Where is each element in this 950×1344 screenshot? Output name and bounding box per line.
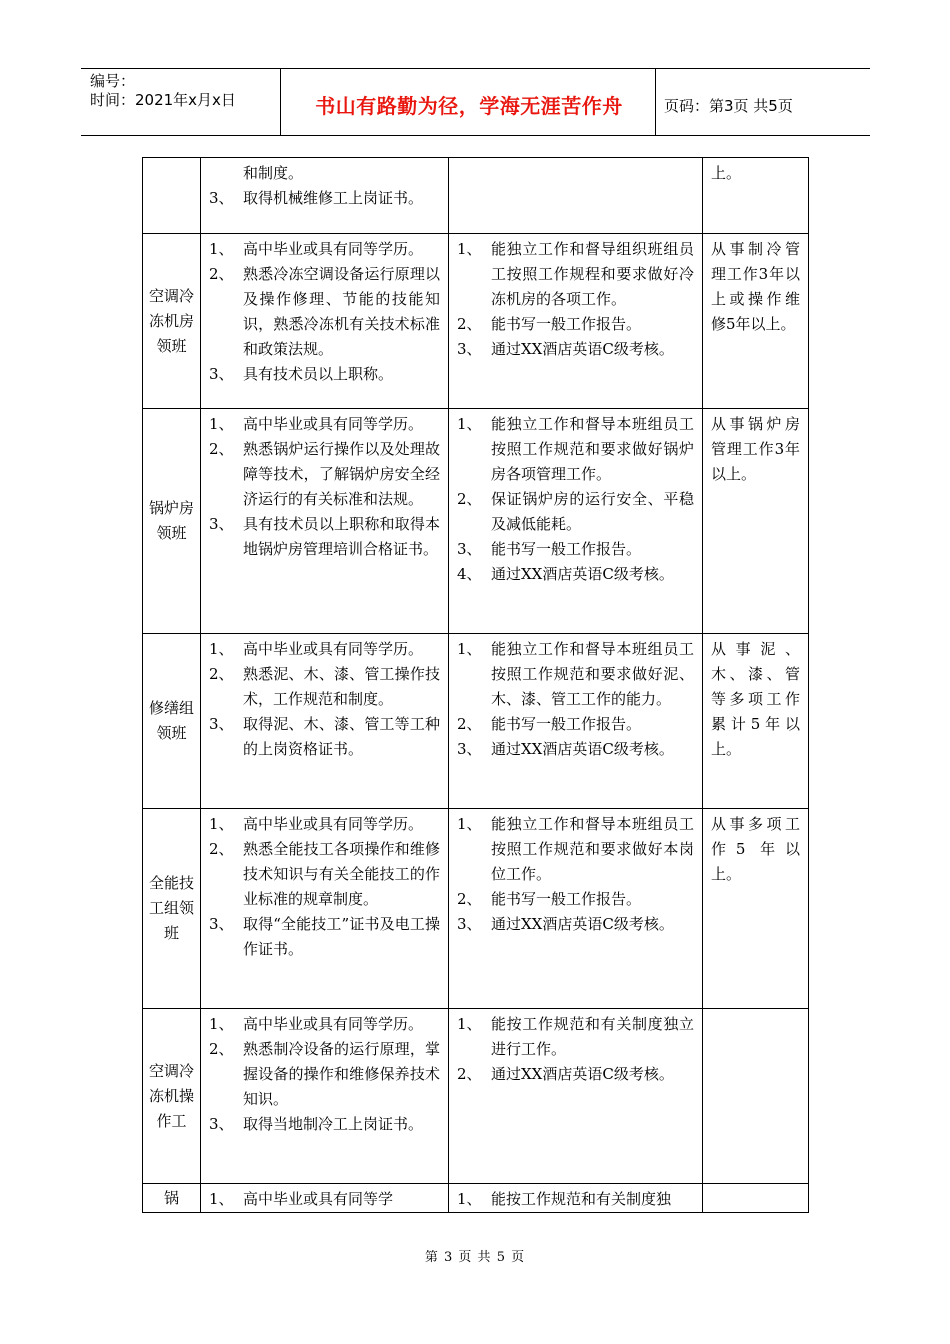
table-row: [143, 1184, 809, 1213]
list-item: [457, 412, 694, 487]
list-item: [209, 1187, 440, 1212]
list-item-text: 熟悉泥、木、漆、管工操作技术，工作规范和制度。: [243, 665, 440, 708]
list-item-number: 4、: [457, 565, 482, 583]
list-item: [209, 237, 440, 262]
header-page-number: 页码：第3页 共5页: [664, 97, 793, 115]
abilities-cell: [449, 234, 703, 409]
list-item-text: 高中毕业或具有同等学历。: [243, 240, 424, 258]
list-item-text: 熟悉冷冻空调设备运行原理以及操作修理、节能的技能知识，熟悉冷冻机有关技术标准和政策法规。: [243, 265, 440, 358]
list-item: [209, 812, 440, 837]
list-item-text: 高中毕业或具有同等学历。: [243, 640, 424, 658]
list-item: [457, 237, 694, 312]
abilities-cell: [449, 634, 703, 809]
list-item-number: 3、: [457, 340, 482, 358]
position-cell: 锅炉房领班: [143, 409, 201, 634]
list-item: [457, 712, 694, 737]
list-item-number: 1、: [457, 815, 482, 833]
list-item-number: 3、: [209, 189, 234, 207]
list-item-text: 取得机械维修工上岗证书。: [243, 189, 424, 207]
list-item-text: 具有技术员以上职称。: [243, 365, 394, 383]
list-item: [209, 437, 440, 512]
list-item-number: 3、: [209, 515, 234, 533]
list-item: [209, 837, 440, 912]
list-item-number: 1、: [209, 240, 234, 258]
list-item-text: 能书写一般工作报告。: [491, 890, 642, 908]
list-item: [457, 1062, 694, 1087]
list-item-text: 高中毕业或具有同等学: [243, 1190, 394, 1208]
list-item-text: 通过XX酒店英语C级考核。: [491, 1065, 674, 1083]
list-item-text: 通过XX酒店英语C级考核。: [491, 565, 674, 583]
list-item-text: 能按工作规范和有关制度独: [491, 1190, 672, 1208]
list-item: [457, 1187, 694, 1212]
list-item-text: 高中毕业或具有同等学历。: [243, 815, 424, 833]
experience-cell: 从事锅炉房管理工作3年以上。: [703, 409, 809, 634]
qualifications-cell: [201, 158, 449, 234]
header-motto: 书山有路勤为径，学海无涯苦作舟: [315, 94, 623, 118]
list-item: [209, 412, 440, 437]
list-item-text: 能独立工作和督导组织班组员工按照工作规程和要求做好冷冻机房的各项工作。: [491, 240, 694, 308]
list-item: [209, 1012, 440, 1037]
list-item: [209, 1037, 440, 1112]
list-item: [457, 912, 694, 937]
list-item-number: 1、: [209, 415, 234, 433]
list-item: [209, 637, 440, 662]
qualifications-cell: [201, 1009, 449, 1184]
table-row: [143, 409, 809, 634]
list-item-text: 能独立工作和督导本班组员工按照工作规范和要求做好本岗位工作。: [491, 815, 694, 883]
list-item-number: 3、: [209, 365, 234, 383]
list-item-text: 熟悉全能技工各项操作和维修技术知识与有关全能技工的作业标准的规章制度。: [243, 840, 440, 908]
qualifications-cell: [201, 234, 449, 409]
list-item: [209, 161, 440, 186]
list-item-number: 3、: [457, 740, 482, 758]
list-item-number: 2、: [457, 315, 482, 333]
list-item-number: 2、: [209, 265, 234, 283]
header-bottom-rule: [81, 135, 870, 136]
list-item: [209, 912, 440, 962]
header-divider-right: [655, 68, 656, 135]
list-item-text: 能书写一般工作报告。: [491, 715, 642, 733]
list-item-text: 熟悉制冷设备的运行原理，掌握设备的操作和维修保养技术知识。: [243, 1040, 440, 1108]
list-item: [457, 562, 694, 587]
list-item-text: 熟悉锅炉运行操作以及处理故障等技术，了解锅炉房安全经济运行的有关标准和法规。: [243, 440, 440, 508]
experience-cell: 上。: [703, 158, 809, 234]
list-item-number: 1、: [209, 1190, 234, 1208]
list-item-number: 3、: [209, 1115, 234, 1133]
list-item: [209, 712, 440, 762]
table-row: [143, 809, 809, 1009]
position-cell: 空调冷冻机操作工: [143, 1009, 201, 1184]
document-number-label: 编号：: [90, 72, 136, 90]
qualifications-cell: [201, 634, 449, 809]
list-item-number: 2、: [457, 1065, 482, 1083]
position-cell: 空调冷冻机房领班: [143, 234, 201, 409]
list-item-number: 2、: [457, 890, 482, 908]
list-item-text: 高中毕业或具有同等学历。: [243, 1015, 424, 1033]
qualifications-cell: [201, 809, 449, 1009]
list-item-text: 保证锅炉房的运行安全、平稳及减低能耗。: [491, 490, 694, 533]
position-cell: [143, 158, 201, 234]
list-item-number: 1、: [457, 415, 482, 433]
list-item-number: 3、: [457, 540, 482, 558]
experience-cell: [703, 1184, 809, 1213]
experience-cell: 从事泥、木、漆、管等多项工作累计5年以上。: [703, 634, 809, 809]
list-item: [209, 186, 440, 211]
list-item-number: 1、: [457, 1190, 482, 1208]
list-item-number: 3、: [457, 915, 482, 933]
qualifications-cell: [201, 409, 449, 634]
list-item-number: 2、: [457, 490, 482, 508]
list-item-text: 能按工作规范和有关制度独立进行工作。: [491, 1015, 694, 1058]
list-item-text: 取得泥、木、漆、管工等工种的上岗资格证书。: [243, 715, 440, 758]
abilities-cell: [449, 809, 703, 1009]
abilities-cell: [449, 1184, 703, 1213]
list-item: [457, 637, 694, 712]
abilities-cell: [449, 1009, 703, 1184]
document-time-label: 时间：2021年x月x日: [90, 91, 236, 109]
list-item-number: 1、: [457, 240, 482, 258]
header-divider-left: [280, 68, 281, 135]
position-cell: 锅: [143, 1184, 201, 1213]
list-item-text: 能独立工作和督导本班组员工按照工作规范和要求做好锅炉房各项管理工作。: [491, 415, 694, 483]
experience-cell: 从事制冷管理工作3年以上或操作维修5年以上。: [703, 234, 809, 409]
experience-cell: 从事多项工作5 年以上。: [703, 809, 809, 1009]
abilities-cell: [449, 409, 703, 634]
list-item: [209, 662, 440, 712]
list-item-number: 1、: [209, 1015, 234, 1033]
header-top-rule: [81, 68, 870, 69]
list-item-text: 通过XX酒店英语C级考核。: [491, 340, 674, 358]
list-item: [457, 312, 694, 337]
list-item: [457, 887, 694, 912]
list-item-text: 取得当地制冷工上岗证书。: [243, 1115, 424, 1133]
list-item: [457, 812, 694, 887]
list-item: [209, 262, 440, 362]
list-item-number: 1、: [457, 640, 482, 658]
list-item-text: 取得“全能技工”证书及电工操作证书。: [243, 915, 440, 958]
list-item-number: 2、: [209, 440, 234, 458]
experience-cell: [703, 1009, 809, 1184]
list-item-number: 2、: [457, 715, 482, 733]
table-row: [143, 1009, 809, 1184]
list-item: [209, 362, 440, 387]
list-item: [209, 512, 440, 562]
table-row: [143, 234, 809, 409]
list-item-text: 通过XX酒店英语C级考核。: [491, 740, 674, 758]
page-footer: 第 3 页 共 5 页: [424, 1250, 526, 1265]
list-item: [209, 1112, 440, 1137]
list-item: [457, 337, 694, 362]
job-requirements-table: [142, 157, 809, 1213]
list-item-text: 通过XX酒店英语C级考核。: [491, 915, 674, 933]
list-item: [457, 487, 694, 537]
list-item-number: [209, 161, 243, 186]
qualifications-cell: [201, 1184, 449, 1213]
list-item-text: 高中毕业或具有同等学历。: [243, 415, 424, 433]
list-item: [457, 1012, 694, 1062]
position-cell: 修缮组领班: [143, 634, 201, 809]
list-item-number: 1、: [209, 640, 234, 658]
list-item-text: 能书写一般工作报告。: [491, 540, 642, 558]
list-item: [457, 737, 694, 762]
list-item-number: 3、: [209, 715, 234, 733]
list-item: [457, 537, 694, 562]
list-item-number: 2、: [209, 1040, 234, 1058]
header-meta: [90, 72, 236, 110]
list-item-number: 2、: [209, 665, 234, 683]
list-item-text: 能书写一般工作报告。: [491, 315, 642, 333]
position-cell: 全能技工组领班: [143, 809, 201, 1009]
list-item-number: 1、: [209, 815, 234, 833]
list-item-number: 3、: [209, 915, 234, 933]
list-item-number: 2、: [209, 840, 234, 858]
list-item-text: 能独立工作和督导本班组员工按照工作规范和要求做好泥、木、漆、管工工作的能力。: [491, 640, 694, 708]
abilities-cell: [449, 158, 703, 234]
list-item-text: 具有技术员以上职称和取得本地锅炉房管理培训合格证书。: [243, 515, 440, 558]
list-item-text: 和制度。: [243, 164, 304, 182]
table-row: [143, 158, 809, 234]
list-item-number: 1、: [457, 1015, 482, 1033]
table-row: [143, 634, 809, 809]
